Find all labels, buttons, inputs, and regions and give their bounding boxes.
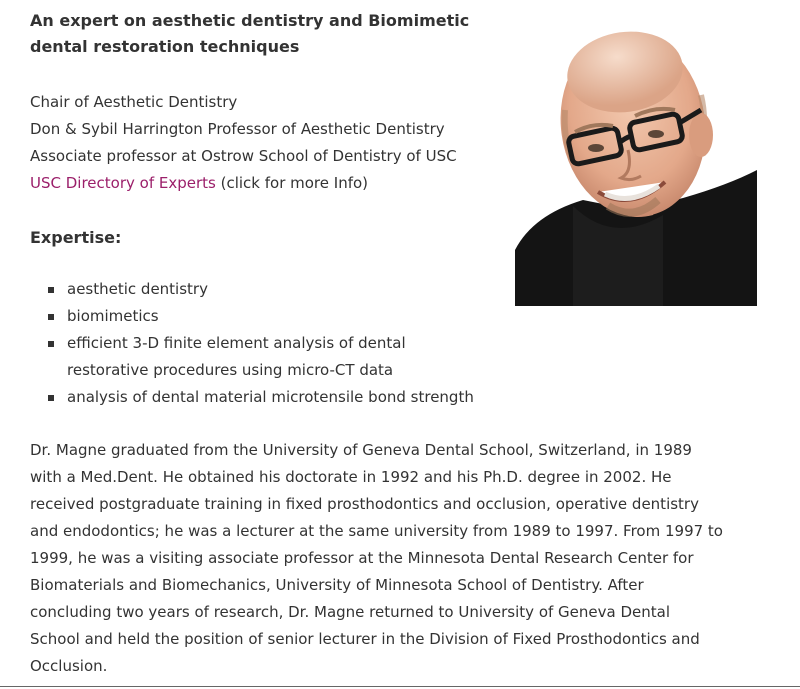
expertise-item: [46, 276, 516, 303]
bullet-icon: [48, 341, 54, 347]
expertise-item-text: analysis of dental material microtensile bond strength: [67, 388, 474, 406]
role-professor: Don & Sybil Harrington Professor of Aesthetic Dentistry: [30, 120, 445, 138]
usc-directory-link[interactable]: USC Directory of Experts: [30, 174, 216, 192]
bio-line: Occlusion.: [30, 657, 108, 675]
bio-line: Dr. Magne graduated from the University of Geneva Dental School, Switzerland, in 1989: [30, 441, 692, 459]
directory-line: [30, 170, 510, 197]
expertise-item-text: aesthetic dentistry: [67, 280, 208, 298]
role-chair: Chair of Aesthetic Dentistry: [30, 93, 238, 111]
bullet-icon: [48, 395, 54, 401]
portrait-illustration: [513, 0, 757, 306]
roles-block: [30, 89, 510, 197]
expertise-item: [46, 384, 516, 411]
bio-line: concluding two years of research, Dr. Magne returned to University of Geneva Dental: [30, 603, 670, 621]
page-heading: [30, 8, 500, 60]
bio-line: with a Med.Dent. He obtained his doctorate in 1992 and his Ph.D. degree in 2002. He: [30, 468, 672, 486]
expertise-item-text-continued: restorative procedures using micro-CT data: [67, 361, 394, 379]
bio-line: received postgraduate training in fixed prosthodontics and occlusion, operative dentistry: [30, 495, 699, 513]
page-heading-line-2: dental restoration techniques: [30, 37, 300, 56]
biography: [30, 437, 775, 680]
role-associate: Associate professor at Ostrow School of Dentistry of USC: [30, 147, 457, 165]
bullet-icon: [48, 287, 54, 293]
bio-line: School and held the position of senior lecturer in the Division of Fixed Prosthodontics and: [30, 630, 700, 648]
page-heading-line-1: An expert on aesthetic dentistry and Biomimetic: [30, 11, 470, 30]
bottom-divider: [0, 686, 800, 687]
expertise-list: [46, 276, 516, 411]
bio-line: and endodontics; he was a lecturer at the same university from 1989 to 1997. From 1997 to: [30, 522, 723, 540]
expertise-item: [46, 303, 516, 330]
directory-note: (click for more Info): [215, 174, 369, 192]
bullet-icon: [48, 314, 54, 320]
bio-line: 1999, he was a visiting associate professor at the Minnesota Dental Research Center for: [30, 549, 694, 567]
expertise-item-text: biomimetics: [67, 307, 159, 325]
expertise-item-text: efficient 3-D finite element analysis of dental: [67, 334, 406, 352]
expertise-title: Expertise:: [30, 228, 122, 247]
portrait-photo: [513, 0, 757, 306]
bio-line: Biomaterials and Biomechanics, University of Minnesota School of Dentistry. After: [30, 576, 644, 594]
expertise-item: [46, 330, 516, 384]
